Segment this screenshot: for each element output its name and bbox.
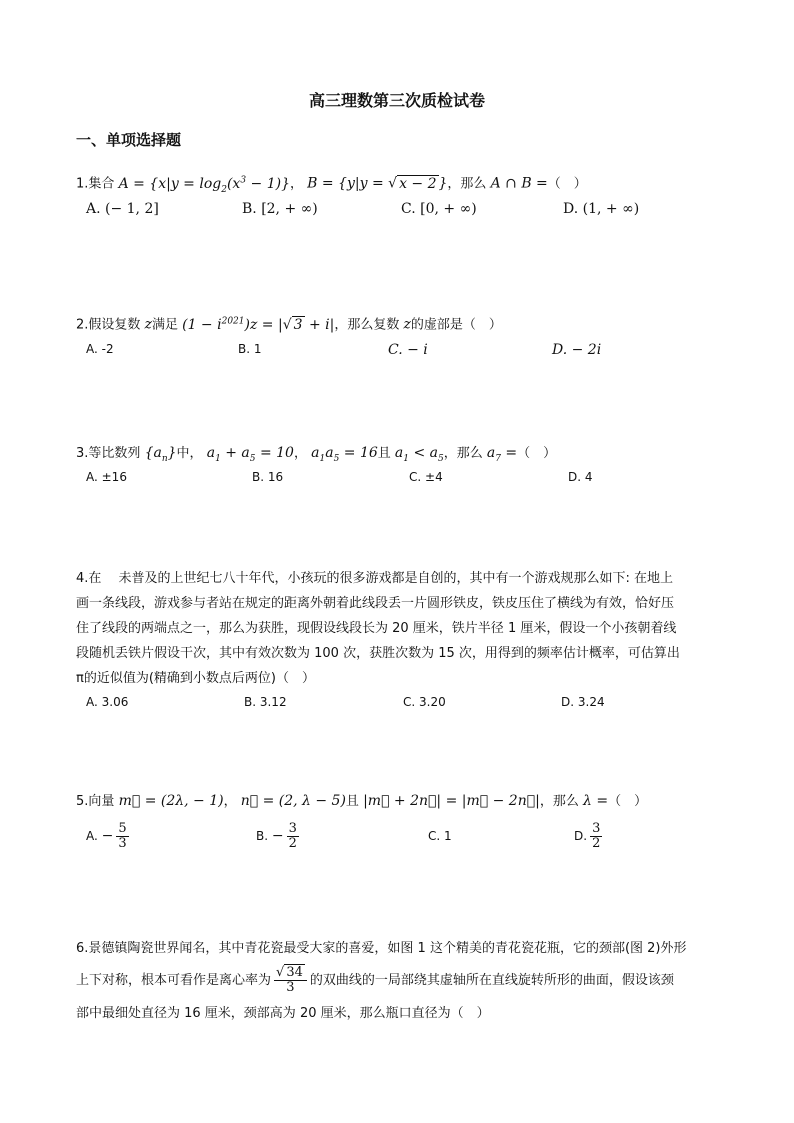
page-title: 高三理数第三次质检试卷 [308,91,485,110]
question-text: ，那么 [443,446,483,461]
math-target: $a_7$ = [486,445,518,464]
question-text: ，那么复数 [334,317,400,333]
option-d: D. $\frac{3}{2}$ [574,821,601,851]
question-text-line: 4.在 未普及的上世纪七八十年代，小孩玩的很多游戏都是自创的，其中有一个游戏规那么如下: 在地上 [76,571,674,586]
math-variable: z [403,316,411,333]
math-equation: |m⃗ + 2n⃗| = |m⃗ − 2n⃗| [363,793,540,809]
option-b: B. 1 [238,342,262,356]
question-text: 假设复数 [88,317,141,333]
answer-blank: （ ） [517,446,557,461]
question-text-line: 住了线段的两端点之一，那么为获胜，现假设线段长为 20 厘米，铁片半径 1 厘米，假设一个小孩朝着线 [76,621,677,636]
question-text-line: 段随机丢铁片假设干次，其中有效次数为 100 次，获胜次数为 15 次，用得到的频率估计概率，可估算出 [76,646,680,661]
option-c: C. ±4 [409,470,443,484]
question-4 [76,566,726,691]
question-text: 中， [176,446,203,461]
question-number: 1. [76,176,89,192]
question-text: 集合 [88,176,115,192]
math-equation: $(1 - i^{2021})z$ = |√ 3 + i| [182,316,335,333]
question-text: 的虚部是（ ） [410,317,502,333]
comma: ， [289,176,303,192]
math-vector-n: n⃗ = (2, λ − 5) [240,793,346,809]
math-variable: z [144,316,152,333]
comma: ， [293,446,307,461]
question-text: 向量 [88,794,115,809]
math-target: λ = [583,793,609,809]
option-c: C. 3.20 [403,695,446,709]
math-set-b: B = {y|y = √ x − 2 } [307,175,448,192]
options-q4 [86,695,736,717]
question-3 [76,441,726,472]
option-a: A. − $\frac{5}{3}$ [86,821,127,851]
math-condition-1: $a_1 + a_5 = 10$ [206,445,294,464]
options-q3 [86,470,736,492]
comma: ， [223,794,237,809]
option-d: D. 3.24 [561,695,605,709]
option-b: B. [2, + ∞) [242,201,318,217]
math-condition-3: $a_1 < a_5$ [394,445,444,464]
question-text-line: π的近似值为(精确到小数点后两位)（ ） [76,671,315,686]
option-c: C. − i [388,342,428,358]
question-text: ，那么 [447,176,487,192]
option-a: A. -2 [86,342,114,356]
question-text: 且 [345,794,359,809]
option-c: C. 1 [428,829,452,843]
option-a: A. ±16 [86,470,127,484]
question-text: 且 [377,446,391,461]
math-eccentricity: $\frac{√ 34}{3}$ [274,966,307,995]
question-text-line: 部中最细处直径为 16 厘米，颈部高为 20 厘米，那么瓶口直径为（ ） [76,1006,490,1021]
question-number: 3. [76,446,89,461]
options-q5 [86,820,736,854]
question-text: 等比数列 [88,446,141,461]
question-text-line: 上下对称，根本可看作是离心率为 $\frac{√ 34}{3}$ 的双曲线的一局部绕其虚轴所在直线旋转所形的曲面，假设该颈 [76,965,674,995]
section-heading: 一、单项选择题 [76,131,182,149]
math-set-a: $A = \{x|y = \log_2(x^3 - 1)\}$ [118,175,290,195]
question-number: 2. [76,317,89,333]
option-c: C. [0, + ∞) [401,201,477,217]
option-b: B. 16 [252,470,284,484]
option-b: B. − $\frac{3}{2}$ [256,821,297,851]
math-condition-2: $a_1a_5 = 16$ [311,445,378,464]
answer-blank: （ ） [608,794,648,809]
question-text: 满足 [151,317,178,333]
math-expression: A ∩ B = [490,175,548,192]
question-1 [76,168,726,202]
option-a: A. 3.06 [86,695,129,709]
answer-blank: （ ） [547,176,587,192]
option-d: D. (1, + ∞) [563,201,640,217]
options-q2 [86,342,736,364]
options-q1 [86,201,736,223]
question-2 [76,309,726,338]
option-a: A. (− 1, 2] [86,201,159,217]
question-text: ，那么 [539,794,579,809]
math-vector-m: m⃗ = (2λ, − 1) [118,793,224,809]
question-number: 5. [76,794,89,809]
option-d: D. 4 [568,470,593,484]
question-text-line: 6.景德镇陶瓷世界闻名，其中青花瓷最受大家的喜爱，如图 1 这个精美的青花瓷花瓶，它的颈部(图 2)外形 [76,941,687,956]
math-sequence: $\{a_n\}$ [144,445,177,464]
option-d: D. − 2i [552,342,602,358]
question-5 [76,789,726,814]
question-6 [76,936,726,1026]
question-text-line: 画一条线段，游戏参与者站在规定的距离外朝着此线段丢一片圆形铁皮，铁皮压住了横线为有效，恰好压 [76,596,675,611]
option-b: B. 3.12 [244,695,287,709]
